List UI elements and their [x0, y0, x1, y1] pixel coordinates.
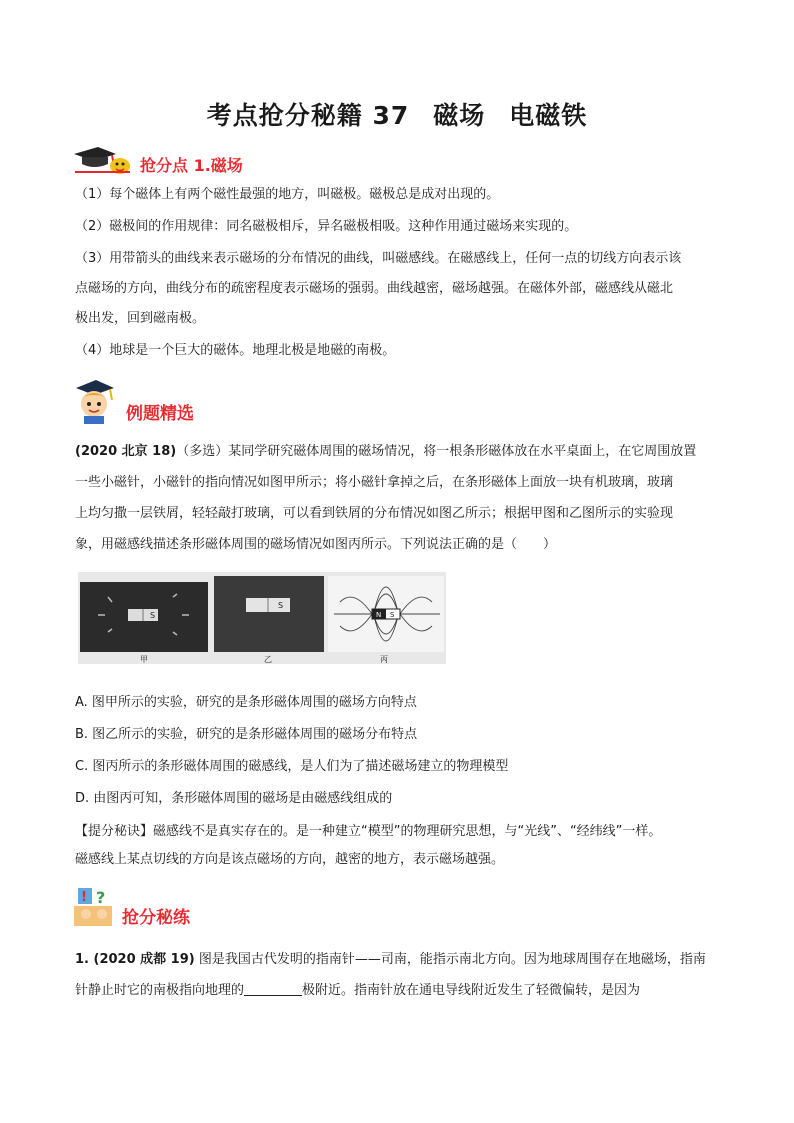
section3-heading: 抢分秘练 — [122, 908, 190, 928]
practice-q1-line2b: 极附近。指南针放在通电导线附近发生了轻微偏转，是因为 — [302, 983, 641, 998]
figure-yi-s-label: S — [278, 601, 284, 610]
section1-body — [75, 182, 725, 364]
knowledge-item-3-cont: 点磁场的方向，曲线分布的疏密程度表示磁场的强弱。曲线越密，磁场越强。在磁体外部，磁感线从磁北 — [75, 281, 674, 296]
knowledge-item-3: （3）用带箭头的曲线来表示磁场的分布情况的曲线，叫磁感线。在磁感线上，任何一点的切线方向表示该 — [75, 251, 682, 266]
question-line-2: 一些小磁针，小磁针的指向情况如图甲所示；将小磁针拿掉之后，在条形磁体上面放一块有机玻璃，玻璃 — [75, 475, 674, 490]
practice-q1-line1: 图是我国古代发明的指南针——司南，能指示南北方向。因为地球周围存在地磁场，指南 — [198, 952, 706, 967]
section1-header — [72, 142, 243, 176]
section2-heading: 例题精选 — [126, 404, 194, 424]
figure-bing-n-label: N — [376, 611, 382, 619]
practice-q1-line2a: 针静止时它的南极指向地理的 — [75, 983, 245, 998]
figure-jia — [80, 582, 208, 664]
practice-q1-source: 1. (2020 成都 19) — [75, 952, 195, 967]
page-title — [0, 96, 794, 132]
figure-bing-s-label: S — [390, 611, 395, 619]
svg-text:?: ? — [96, 888, 106, 907]
option-a: A. 图甲所示的实验，研究的是条形磁体周围的磁场方向特点 — [75, 695, 417, 710]
section1-heading: 抢分点 1.磁场 — [140, 156, 243, 175]
option-c: C. 图丙所示的条形磁体周围的磁感线，是人们为了描述磁场建立的物理模型 — [75, 759, 509, 774]
magnet-figure — [78, 572, 446, 664]
student-avatar-icon — [72, 378, 120, 424]
figure-yi-label: 乙 — [264, 655, 272, 664]
title-part1: 考点抢分秘籍 37 — [206, 101, 410, 130]
knowledge-item-1: （1）每个磁体上有两个磁性最强的地方，叫磁极。磁极总是成对出现的。 — [75, 187, 500, 202]
title-part2: 磁场 — [433, 101, 486, 130]
knowledge-item-3-end: 极出发，回到磁南极。 — [75, 311, 206, 326]
figure-yi — [214, 576, 324, 664]
option-b: B. 图乙所示的实验，研究的是条形磁体周围的磁场分布特点 — [75, 727, 418, 742]
graduate-cap-icon — [72, 144, 134, 176]
knowledge-item-2: （2）磁极间的作用规律：同名磁极相斥，异名磁极相吸。这种作用通过磁场来实现的。 — [75, 219, 578, 234]
option-d: D. 由图丙可知，条形磁体周围的磁场是由磁感线组成的 — [75, 791, 393, 806]
tip-block — [75, 818, 735, 874]
tip-line-1: 【提分秘诀】磁感线不是真实存在的。是一种建立“模型”的物理研究思想，与“光线”、“经纬线”一样。 — [75, 824, 662, 839]
answer-blank[interactable] — [244, 981, 302, 996]
title-part3: 电磁铁 — [509, 101, 588, 130]
figure-jia-label: 甲 — [140, 655, 148, 664]
figure-bing — [328, 576, 444, 664]
section2-header — [72, 378, 194, 424]
svg-text:!: ! — [81, 890, 87, 905]
question-source: (2020 北京 18) — [75, 444, 177, 459]
example-question — [75, 436, 725, 560]
figure-bing-label: 丙 — [380, 655, 388, 664]
knowledge-item-4: （4）地球是一个巨大的磁体。地理北极是地磁的南极。 — [75, 343, 396, 358]
section3-header — [72, 884, 190, 928]
practice-question-1 — [75, 944, 735, 1006]
figure-jia-s-label: S — [150, 611, 156, 620]
question-line-1: （多选）某同学研究磁体周围的磁场情况，将一根条形磁体放在水平桌面上，在它周围放置 — [176, 444, 697, 459]
question-line-3: 上均匀撒一层铁屑，轻轻敲打玻璃，可以看到铁屑的分布情况如图乙所示；根据甲图和乙图所示的实验现 — [75, 506, 674, 521]
tip-line-2: 磁感线上某点切线的方向是该点磁场的方向，越密的地方，表示磁场越强。 — [75, 852, 505, 867]
practice-icon — [72, 884, 116, 928]
question-line-4: 象，用磁感线描述条形磁体周围的磁场情况如图丙所示。下列说法正确的是（ ） — [75, 537, 557, 552]
